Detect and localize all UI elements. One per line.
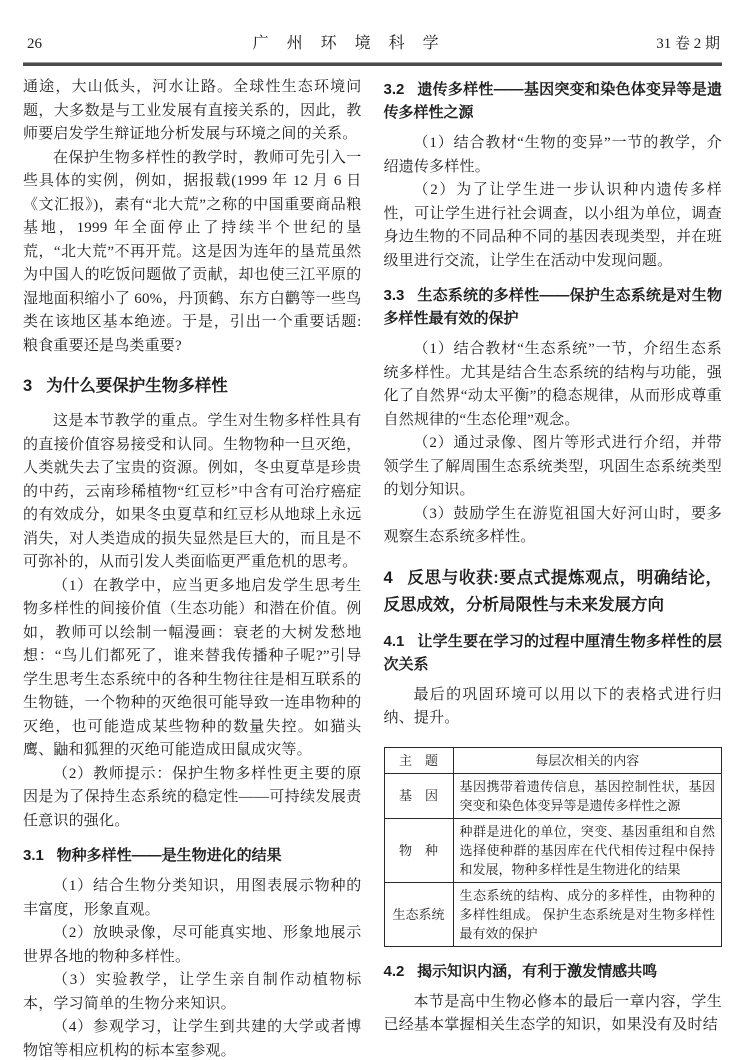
section-title: 反思与收获:要点式提炼观点，明确结论，反思成效，分析局限性与未来发展方向 bbox=[383, 568, 722, 614]
table-header-content: 每层次相关的内容 bbox=[453, 747, 722, 773]
section-heading-4-1 bbox=[384, 630, 723, 676]
section-title: 生态系统的多样性——保护生态系统是对生物多样性最有效的保护 bbox=[383, 287, 722, 327]
section-number: 3.1 bbox=[23, 847, 44, 864]
paragraph: 这是本节教学的重点。学生对生物多样性具有的直接价值容易接受和认同。生物物种一旦灭绝，人类就失去了宝贵的资源。例如，冬虫夏草是珍贵的中药，云南珍稀植物“红豆杉”中含有可治疗癌症的有效成分，如果冬虫夏草和红豆杉从地球上永远消失，对人类造成的损失显然是巨大的，而且是不可弥补的，从而引发人类面临更严重危机的思考。 bbox=[23, 413, 362, 570]
paragraph: （2）为了让学生进一步认识种内遗传多样性，可让学生进行社会调查，以小组为单位，调查身边生物的不同品种不同的基因表现类型，并在班级里进行交流，让学生在活动中发现问题。 bbox=[383, 182, 722, 269]
paragraph: （1）结合生物分类知识，用图表展示物种的丰富度，形象直观。 bbox=[23, 878, 362, 918]
intro-paragraph: 在保护生物多样性的教学时，教师可先引入一些具体的实例，例如，据报载(1999 年 12 月 6 日《文汇报》)，素有“北大荒”之称的中国重要商品粮基地，1999 年全面停止了持续半个世纪的垦荒，“北大荒”不再开荒。这是因为连年的垦荒虽然为中国人的吃饭问题做了贡献，却也使三江平原的湿地面积缩小了 60%，丹顶鹤、东方白鹳等一些鸟类在该地区基本绝迹。于是，引出一个重要话题:粮食重要还是鸟类重要? bbox=[23, 149, 362, 354]
section-number: 3 bbox=[23, 377, 33, 395]
table-content-cell: 基因携带着遗传信息，基因控制性状，基因突变和染色体变异等是遗传多样性之源 bbox=[453, 773, 722, 818]
table-topic-cell: 物 种 bbox=[384, 818, 453, 882]
table-content-cell: 种群是进化的单位，突变、基因重组和自然选择使种群的基因库在代代相传过程中保持和发展，物种多样性是生物进化的结果 bbox=[453, 818, 722, 882]
table-header-topic: 主 题 bbox=[384, 747, 453, 773]
section-heading-3-3 bbox=[384, 284, 723, 330]
section-title: 遗传多样性——基因突变和染色体变异等是遗传多样性之源 bbox=[383, 81, 722, 121]
table-topic-cell: 基 因 bbox=[384, 773, 453, 818]
table-header-row bbox=[384, 747, 722, 773]
paragraph: 最后的巩固环境可以用以下的表格式进行归纳、提升。 bbox=[383, 686, 722, 726]
section-number: 4.2 bbox=[383, 962, 405, 980]
section-number: 3.2 bbox=[383, 81, 405, 98]
section-heading-3 bbox=[23, 373, 362, 400]
section-number: 4 bbox=[383, 568, 393, 587]
paragraph: 本节是高中生物必修本的最后一章内容，学生已经基本掌握相关生态学的知识，如果没有及时结 bbox=[383, 993, 722, 1033]
left-column bbox=[23, 76, 362, 1060]
paragraph: （3）鼓励学生在游览祖国大好河山时，要多观察生态系统多样性。 bbox=[383, 505, 722, 545]
carryover-paragraph: 通途，大山低头，河水让路。全球性生态环境问题，大多数是与工业发展有直接关系的，因此，教师要启发学生辩证地分析发展与环境之间的关系。 bbox=[23, 79, 362, 142]
paragraph: （2）教师提示：保护生物多样性更主要的原因是为了保持生态系统的稳定性——可持续发展责任意识的强化。 bbox=[23, 765, 362, 829]
table-topic-cell: 生态系统 bbox=[384, 882, 453, 946]
header-rule bbox=[23, 62, 722, 66]
biodiversity-layers-table bbox=[384, 747, 723, 947]
paragraph: （1）结合教材“生态系统”一节，介绍生态系统多样性。尤其是结合生态系统的结构与功能，强化了自然界“动太平衡”的稳态规律，从而形成尊重自然规律的“生态伦理”观念。 bbox=[383, 341, 722, 428]
table-row bbox=[384, 818, 722, 882]
paragraph: （3）实验教学，让学生亲自制作动植物标本，学习简单的生物分来知识。 bbox=[23, 972, 362, 1012]
table-row bbox=[384, 882, 722, 946]
two-column-body bbox=[23, 76, 722, 1060]
section-title: 为什么要保护生物多样性 bbox=[46, 377, 228, 395]
right-column bbox=[384, 76, 723, 1060]
section-title: 揭示知识内涵，有利于激发情感共鸣 bbox=[417, 962, 658, 980]
paragraph: （2）通过录像、图片等形式进行介绍，并带领学生了解周围生态系统类型，巩固生态系统类型的划分知识。 bbox=[383, 435, 722, 498]
section-number: 3.3 bbox=[383, 287, 405, 304]
table-content-cell: 生态系统的结构、成分的多样性，由物种的多样性组成。 保护生态系统是对生物多样性最有效的保护 bbox=[453, 882, 722, 946]
section-title: 物种多样性——是生物进化的结果 bbox=[56, 847, 282, 864]
section-heading-3-1 bbox=[23, 844, 362, 867]
section-heading-4-2 bbox=[384, 960, 723, 983]
section-number: 4.1 bbox=[383, 632, 405, 650]
issue-info: 31 卷 2 期 bbox=[656, 36, 720, 52]
paragraph: （4）参观学习，让学生到共建的大学或者博物馆等相应机构的标本室参观。 bbox=[23, 1019, 362, 1059]
section-heading-3-2 bbox=[384, 78, 723, 124]
paragraph: （1）结合教材“生物的变异”一节的教学，介绍遗传多样性。 bbox=[383, 135, 722, 175]
page-number: 26 bbox=[27, 36, 42, 52]
paragraph: （2）放映录像，尽可能真实地、形象地展示世界各地的物种多样性。 bbox=[23, 925, 362, 965]
paragraph: （1）在教学中，应当更多地启发学生思考生物多样性的间接价值（生态功能）和潜在价值。例如，教师可以绘制一幅漫画：衰老的大树发愁地想：“鸟儿们都死了，谁来替我传播种子呢?”引导学生思考生态系统中的各种生物往往是相互联系的生物链，一个物种的灭绝很可能导致一连串物种的灭绝，也可能造成某些物种的数量失控。如猫头鹰、鼬和狐狸的灭绝可能造成田鼠成灾等。 bbox=[23, 577, 362, 758]
section-heading-4 bbox=[384, 565, 723, 619]
section-title: 让学生要在学习的过程中厘清生物多样性的层次关系 bbox=[383, 632, 722, 673]
table-row bbox=[384, 773, 722, 818]
page-header bbox=[23, 30, 722, 53]
journal-title: 广 州 环 境 科 学 bbox=[252, 35, 446, 52]
